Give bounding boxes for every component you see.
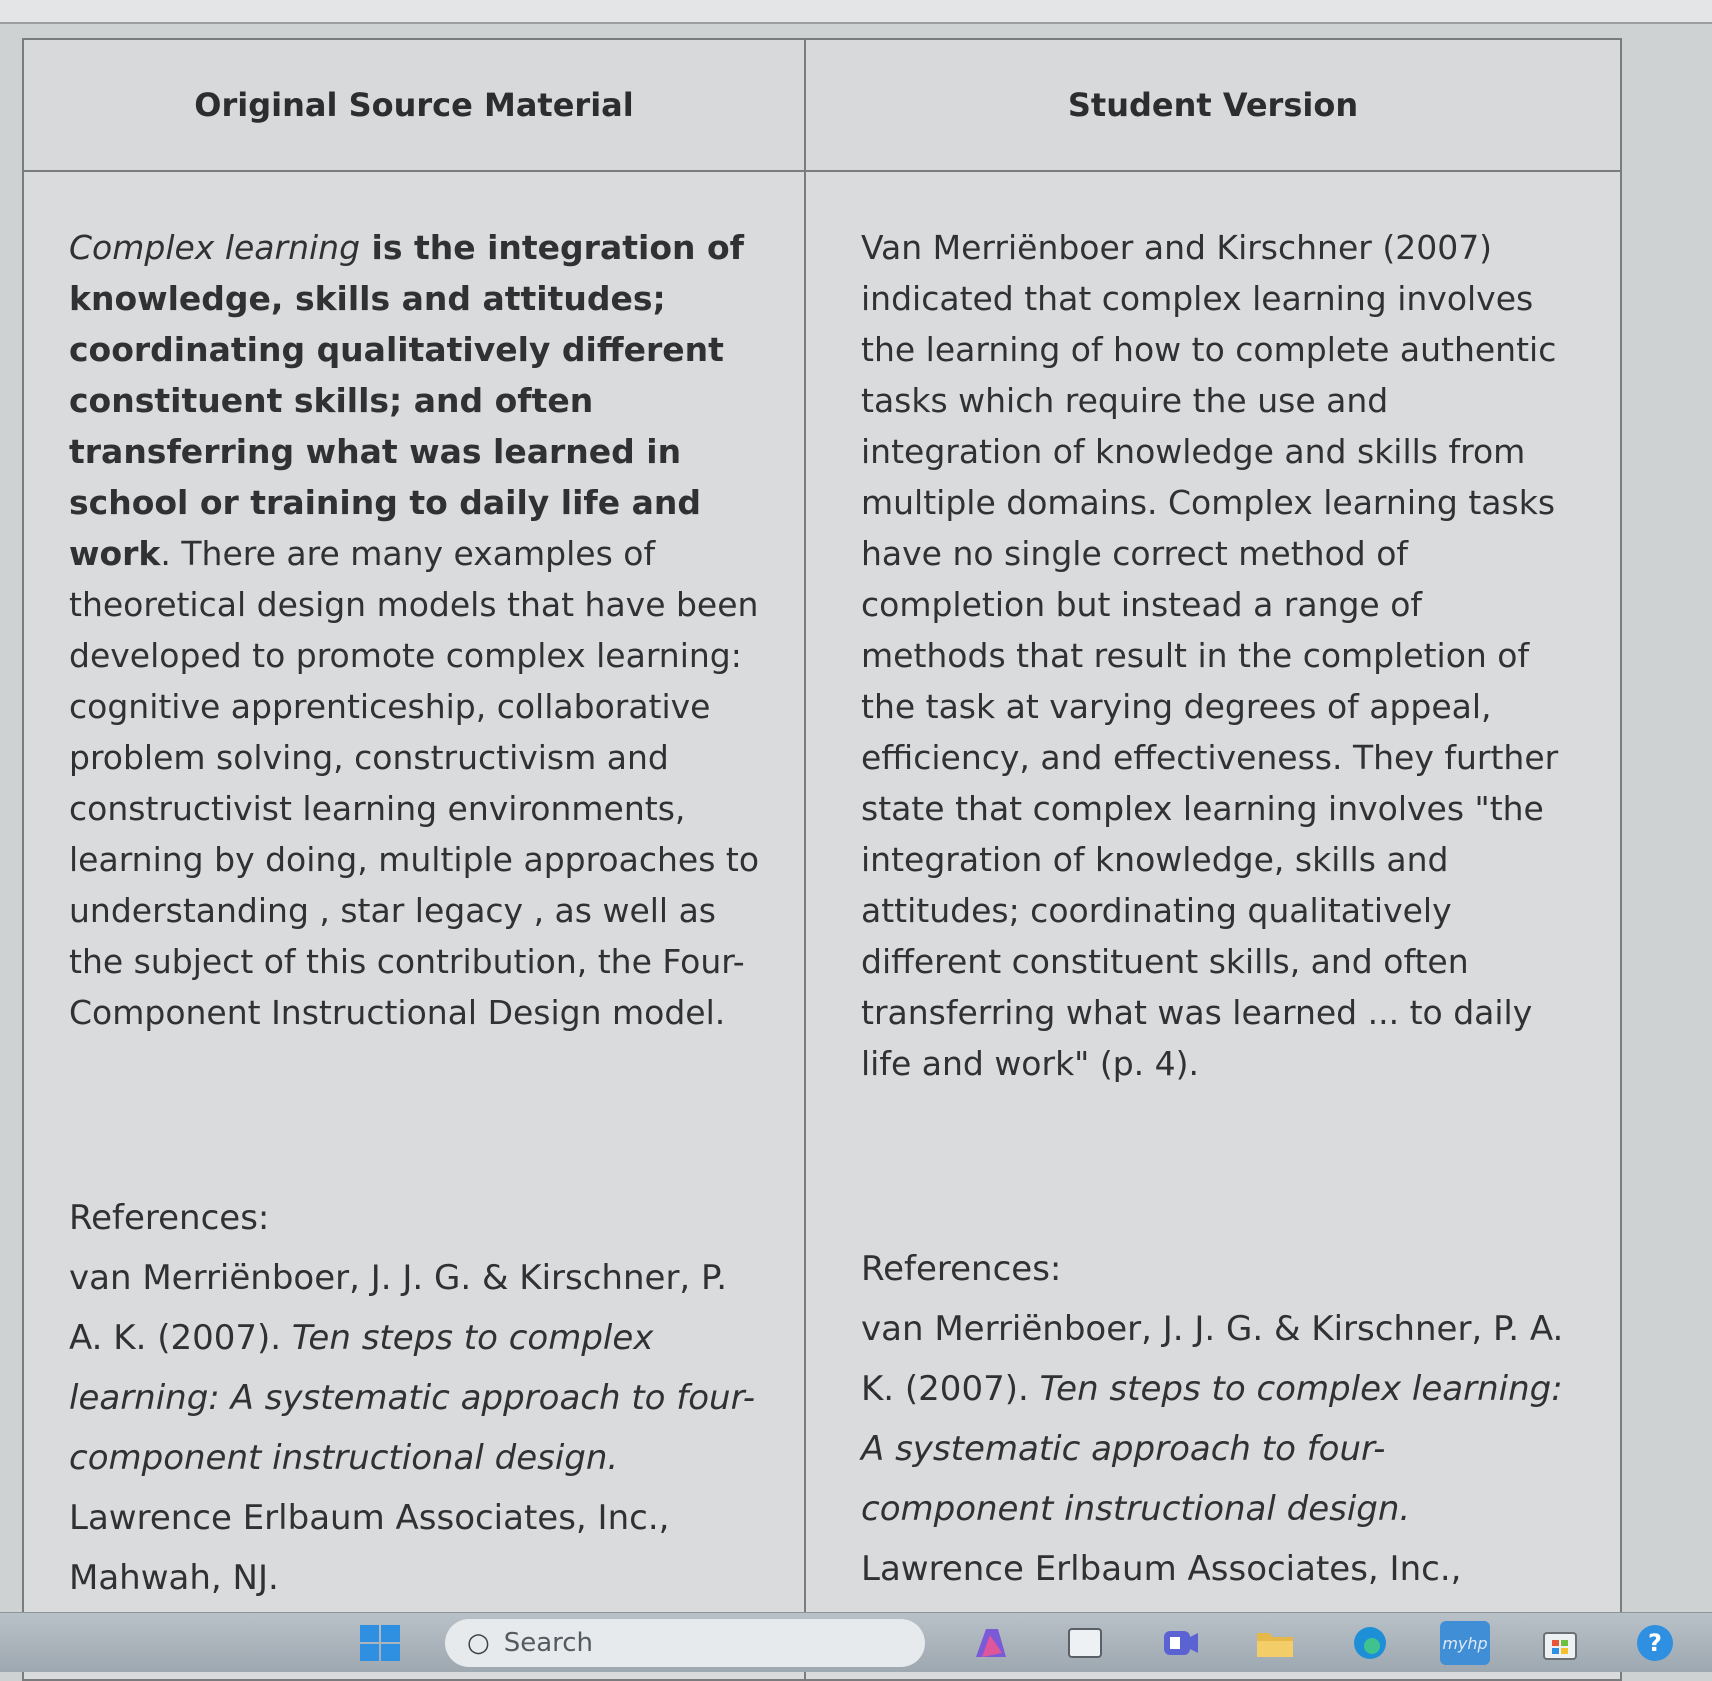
teams-chat-icon[interactable] bbox=[1155, 1621, 1205, 1665]
header-student-version: Student Version bbox=[805, 39, 1621, 171]
student-version-cell bbox=[805, 171, 1621, 1680]
student-version-text: Van Merriënboer and Kirschner (2007) indicated that complex learning involves the learning of how to complete authentic tasks which require the use and integration of knowledge and skills from multiple domains. Complex learning tasks have no single correct method of completion but instead a range of methods that result in the completion of the task at varying degrees of appeal, efficiency, and effectiveness. They further state that complex learning involves "the integration of knowledge, skills and attitudes; coordinating qualitatively different constituent skills, and often transferring what was learned ... to daily life and work" (p. 4). bbox=[861, 228, 1559, 1083]
original-references bbox=[69, 1188, 764, 1608]
original-references-label: References: bbox=[69, 1198, 270, 1238]
taskbar-search-input[interactable] bbox=[445, 1619, 925, 1667]
microsoft-store-icon[interactable] bbox=[1535, 1621, 1585, 1665]
myhp-icon[interactable] bbox=[1440, 1621, 1490, 1665]
comparison-table bbox=[22, 38, 1622, 1681]
help-icon[interactable] bbox=[1630, 1621, 1680, 1665]
student-reference-entry bbox=[861, 1299, 1570, 1659]
header-row bbox=[23, 39, 1621, 171]
reference-title: Ten steps to complex learning: A systematic approach to four-component instructional design. bbox=[69, 1318, 755, 1478]
student-references bbox=[861, 1239, 1570, 1659]
search-placeholder: Search bbox=[503, 1628, 594, 1658]
reference-authors: van Merriënboer, J. J. G. & Kirschner, P. A. K. (2007). bbox=[861, 1309, 1564, 1409]
original-definition: is the integration of knowledge, skills and attitudes; coordinating qualitatively different constituent skills; and often transferring what was learned in school or training to daily life and work bbox=[69, 228, 744, 573]
myhp-label: myhp bbox=[1442, 1633, 1488, 1653]
original-source-text bbox=[69, 222, 764, 1038]
original-examples: . There are many examples of theoretical design models that have been developed to promote complex learning: cognitive apprenticeship, collaborative problem solving, constructivism and constructivist learning environments, learning by doing, multiple approaches to understanding , star legacy , as well as the subject of this contribution, the Four-Component Instructional Design model. bbox=[69, 534, 760, 1032]
content-row bbox=[23, 171, 1621, 1680]
edge-browser-icon[interactable] bbox=[1345, 1621, 1395, 1665]
reference-authors: van Merriënboer, J. J. G. & Kirschner, P. A. K. (2007). bbox=[69, 1258, 728, 1358]
reference-publisher: Lawrence Erlbaum Associates, Inc., Mahwah, NJ. bbox=[69, 1498, 670, 1598]
reference-publisher: Lawrence Erlbaum Associates, Inc., bbox=[861, 1549, 1462, 1589]
original-source-cell bbox=[23, 171, 805, 1680]
copilot-icon[interactable] bbox=[965, 1621, 1015, 1665]
svg-text:?: ? bbox=[1648, 1629, 1662, 1657]
original-reference-entry bbox=[69, 1248, 764, 1608]
taskbar bbox=[0, 1612, 1712, 1672]
task-view-icon[interactable] bbox=[1060, 1621, 1110, 1665]
reference-title: Ten steps to complex learning: A systematic approach to four-component instructional design. bbox=[861, 1369, 1563, 1529]
search-icon: ○ bbox=[467, 1628, 490, 1658]
student-references-label: References: bbox=[861, 1249, 1062, 1289]
browser-top-strip bbox=[0, 0, 1712, 24]
windows-start-icon[interactable] bbox=[355, 1621, 405, 1665]
file-explorer-icon[interactable] bbox=[1250, 1621, 1300, 1665]
original-term: Complex learning bbox=[69, 228, 361, 267]
header-original-source: Original Source Material bbox=[23, 39, 805, 171]
